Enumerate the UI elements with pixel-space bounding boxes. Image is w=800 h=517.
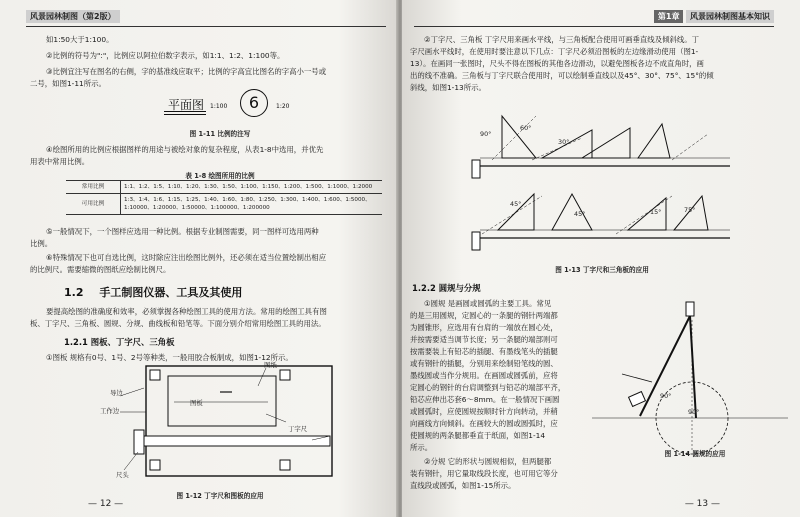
paragraph: 出的线不准确。三角板与丁字尺联合使用时，可以绘制垂直线以及45°、30°、75°、15°的倾 <box>410 71 714 80</box>
section-title: 手工制图仪器、工具及其使用 <box>99 286 243 299</box>
paragraph: 所示。 <box>410 443 433 452</box>
figure-1-14-drawing <box>592 300 792 460</box>
figure-caption: 图 1-13 丁字尺和三角板的应用 <box>555 266 649 274</box>
paragraph: 按需要装上有铅芯的插腿、有墨线笔头的插腿 <box>410 347 558 356</box>
angle-label: 45° <box>574 210 586 218</box>
angle-label: 90° <box>688 408 700 416</box>
chapter-title: 风景园林制图基本知识 <box>686 10 774 23</box>
figure-label: 图板 <box>190 399 203 407</box>
table-cell: 1:3、1:4、1:6、1:15、1:25、1:40、1:60、1:80、1:250、1:300、1:400、1:600、1:5000、1:10000、1:20000、1:50000、1:100000、1:200000 <box>121 194 383 215</box>
left-running-header <box>26 10 386 27</box>
paragraph: 定圆心的钢针的台肩调整到与铅芯的端部平齐， <box>410 383 566 392</box>
table-caption: 表 1-8 绘图所用的比例 <box>185 172 255 180</box>
paragraph: 直线段或圆弧，如图1-15所示。 <box>410 481 516 490</box>
paragraph: 比例。 <box>30 239 53 248</box>
paragraph: 的比例尺。需要缩微的图纸应绘制比例尺。 <box>30 265 171 274</box>
table-row <box>66 181 382 194</box>
angle-label: 30° <box>558 138 570 146</box>
subsection-heading: 1.2.2 圆规与分规 <box>412 283 481 293</box>
paragraph: 并按需要适当调节长度；另一条腿的端部则可 <box>410 335 558 344</box>
paragraph: ②丁字尺、三角板 丁字尺用来画水平线，与三角板配合使用可画垂直线及倾斜线。丁 <box>424 35 700 44</box>
figure-label: 图纸 <box>264 361 277 369</box>
title-underline <box>164 111 206 112</box>
plan-title-text: 平面图 <box>168 98 205 112</box>
paragraph: ①图板 规格有0号、1号、2号等种类，一般用胶合板制成，如图1-12所示。 <box>46 353 293 362</box>
figure-label: 丁字尺 <box>288 425 308 433</box>
detail-number-circle: 6 <box>240 89 268 117</box>
paragraph: 13）。在画同一张图时，尺头不得在图板的其他各边滑动，以避免图板各边不成直角时，画 <box>410 59 704 68</box>
paragraph: 板、丁字尺、三角板、圆规、分规、曲线板和铅笔等。下面分别介绍常用绘图工具的用法。 <box>30 319 326 328</box>
paragraph: ②比例的符号为":"，比例应以阿拉伯数字表示，如1:1、1:2、1:100等。 <box>46 51 285 60</box>
paragraph: ②分规 它的形状与圆规相似，但两腿都 <box>424 457 552 466</box>
figure-label: 工作边 <box>100 407 120 415</box>
table-row <box>66 194 382 215</box>
table-cell: 可用比例 <box>66 194 121 215</box>
page-number: — 13 — <box>684 499 720 509</box>
figure-label: 导边 <box>110 389 123 397</box>
scale-text: 1:20 <box>276 103 290 110</box>
paragraph: ③比例宜注写在图名的右侧，字的基准线应取平；比例的字高宜比图名的字高小一号或 <box>46 67 327 76</box>
angle-label: 75° <box>684 206 696 214</box>
figure-1-13-drawing <box>462 98 742 260</box>
paragraph: 铅芯应伸出芯套6～8mm。在一般情况下画圆 <box>410 395 560 404</box>
angle-label: 90° <box>660 392 672 400</box>
section-heading <box>64 284 242 300</box>
right-running-header <box>414 10 774 27</box>
paragraph: 斜线，如图1-13所示。 <box>410 83 486 92</box>
paragraph: ①圆规 是画圆或圆弧的主要工具。常见 <box>424 299 552 308</box>
paragraph: 二号，如图1-11所示。 <box>30 79 106 88</box>
left-page <box>0 0 398 517</box>
scale-table <box>66 180 382 215</box>
paragraph: 要提高绘图的准确度和效率，必须掌握各种绘图工具的使用方法。常用的绘图工具有图 <box>46 307 327 316</box>
angle-label: 45° <box>510 200 522 208</box>
paragraph: 的是三用圆规，定圆心的一条腿的钢针两端都 <box>410 311 558 320</box>
figure-1-12-drawing <box>80 362 350 486</box>
paragraph: ⑤一般情况下，一个图样应选用一种比例。根据专业制图需要，同一图样可选用两种 <box>46 227 319 236</box>
angle-label: 60° <box>520 124 532 132</box>
paragraph: 字尺画水平线时，在使用时要注意以下几点：丁字尺必须沿图板的左边缘滑动使用（图1- <box>410 47 699 56</box>
paragraph: 装有钢针，用它量取线段长度，也可用它等分 <box>410 469 558 478</box>
paragraph: 墨线圆或当作分规用。在画圆或圆弧前，应将 <box>410 371 558 380</box>
paragraph: ⑥特殊情况下也可自选比例，这时除应注出绘图比例外，还必须在适当位置绘制出相应 <box>46 253 327 262</box>
paragraph: 或圆弧时，应使圆规按顺时针方向转动，并稍 <box>410 407 558 416</box>
angle-label: 15° <box>650 208 662 216</box>
table-cell: 常用比例 <box>66 181 121 194</box>
paragraph: 为圆锥形，应选用有台肩的一端放在圆心处， <box>410 323 558 332</box>
paragraph: 如1:50大于1:100。 <box>46 35 114 44</box>
figure-label: 尺头 <box>116 471 129 479</box>
chapter-tag: 第1章 <box>654 10 684 23</box>
title-underline-thin <box>164 114 206 115</box>
figure-caption: 图 1-11 比例的注写 <box>189 130 251 138</box>
paragraph: 使圆规的两条腿都垂直于纸面，如图1-14 <box>410 431 546 440</box>
left-header-title: 风景园林制图（第2版） <box>26 10 120 23</box>
section-number: 1.2 <box>64 286 84 299</box>
angle-label: 90° <box>480 130 492 138</box>
paragraph: 向画线方向倾斜。在画较大的圆或圆弧时，应 <box>410 419 558 428</box>
right-page <box>402 0 800 517</box>
subsection-heading: 1.2.1 图板、丁字尺、三角板 <box>64 337 175 347</box>
paragraph: ④绘图所用的比例应根据图样的用途与被绘对象的复杂程度，从表1-8中选用，并优先 <box>46 145 324 154</box>
scale-text: 1:100 <box>210 103 228 110</box>
paragraph: 用表中常用比例。 <box>30 157 90 166</box>
paragraph: 或有钢针的插腿，分别用来绘制铅笔线的圆、 <box>410 359 558 368</box>
table-cell: 1:1、1:2、1:5、1:10、1:20、1:30、1:50、1:100、1:150、1:200、1:500、1:1000、1:2000 <box>121 181 383 194</box>
figure-caption: 图 1-14 圆规的应用 <box>664 450 726 458</box>
page-number: — 12 — <box>88 499 124 509</box>
figure-caption: 图 1-12 丁字尺和图板的应用 <box>176 492 264 500</box>
